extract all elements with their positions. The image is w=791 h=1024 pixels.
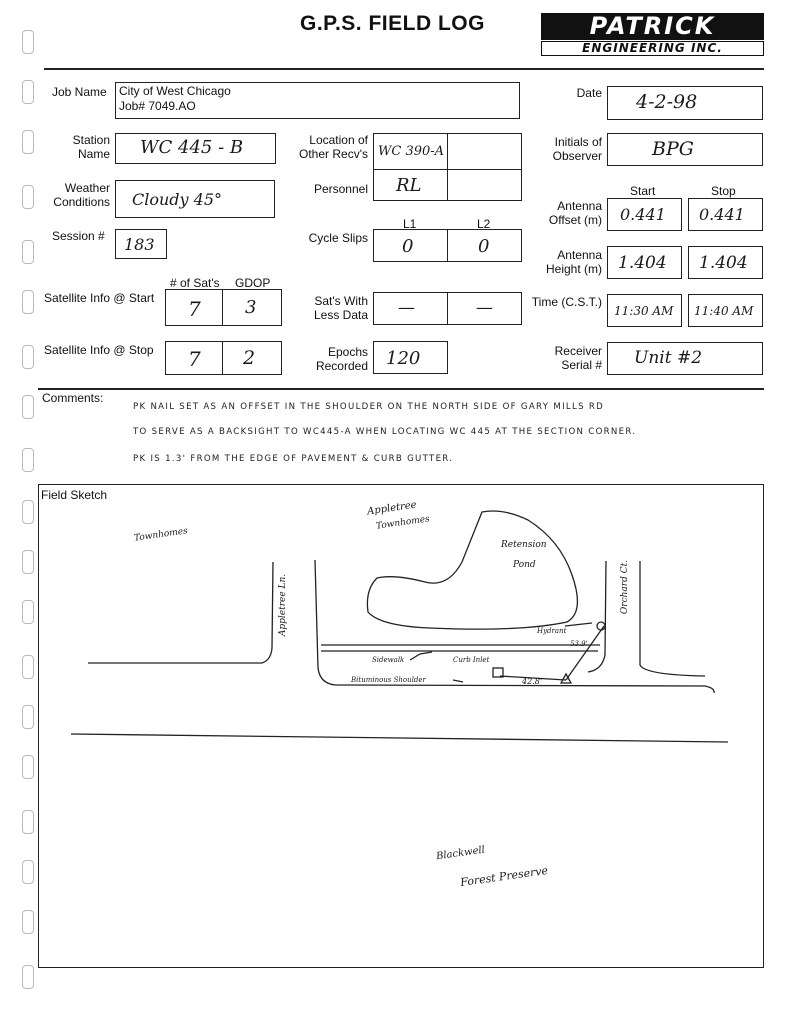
shoulder-arrow bbox=[453, 680, 463, 682]
page-title: G.P.S. FIELD LOG bbox=[300, 12, 485, 35]
sats-stop-value: 7 bbox=[188, 347, 201, 371]
personnel-label: Personnel bbox=[313, 182, 368, 196]
field-sketch-label: Field Sketch bbox=[41, 488, 108, 502]
antenna-offset-start-value: 0.441 bbox=[620, 205, 666, 224]
location-other-label: Location of Other Recv's bbox=[299, 133, 368, 161]
sketch-retension-2: Pond bbox=[513, 560, 536, 570]
time-stop-value: 11:40 AM bbox=[694, 304, 754, 318]
sketch-retension-1: Retension bbox=[501, 540, 547, 550]
stop-header: Stop bbox=[711, 184, 736, 198]
gdop-start-value: 3 bbox=[245, 297, 257, 318]
dist-539-arrow bbox=[566, 626, 604, 680]
comment-line: TO SERVE AS A BACKSIGHT TO WC445-A WHEN LOCATING WC 445 AT THE SECTION CORNER. bbox=[133, 427, 637, 437]
gdop-stop-value: 2 bbox=[243, 347, 256, 369]
sketch-dist-539: 53.9' bbox=[570, 640, 588, 648]
appletree-ln-west bbox=[315, 560, 336, 685]
retention-pond bbox=[367, 511, 577, 629]
time-start-value: 11:30 AM bbox=[614, 304, 674, 318]
antenna-offset-stop-value: 0.441 bbox=[699, 205, 745, 224]
logo-subtitle: ENGINEERING INC. bbox=[541, 41, 764, 56]
sketch-appletree-1: Appletree bbox=[366, 499, 418, 518]
job-name-label: Job Name bbox=[52, 85, 107, 99]
sketch-shoulder: Bituminous Shoulder bbox=[351, 676, 426, 684]
road-left bbox=[88, 562, 273, 663]
gdop-header: GDOP bbox=[235, 276, 271, 290]
sketch-curb-inlet: Curb Inlet bbox=[453, 656, 490, 664]
num-sats-header: # of Sat's bbox=[170, 276, 220, 290]
comment-line: PK IS 1.3' FROM THE EDGE OF PAVEMENT & CURB GUTTER. bbox=[133, 454, 454, 464]
cycle-slips-l1-value: 0 bbox=[402, 236, 414, 257]
sketch-hydrant: Hydrant bbox=[537, 627, 567, 635]
sketch-blackwell-1: Blackwell bbox=[435, 844, 486, 863]
sketch-sidewalk: Sidewalk bbox=[372, 656, 405, 664]
initials-label: Initials of Observer bbox=[552, 135, 602, 163]
sat-info-stop-label: Satellite Info @ Stop bbox=[44, 343, 154, 357]
date-label: Date bbox=[576, 86, 602, 100]
orchard-east bbox=[640, 561, 705, 676]
station-name-value: WC 445 - B bbox=[140, 137, 244, 158]
comments-label: Comments: bbox=[42, 391, 104, 405]
weather-label: Weather Conditions bbox=[53, 181, 110, 209]
antenna-height-stop-value: 1.404 bbox=[699, 253, 748, 273]
logo-wordmark: PATRICK bbox=[541, 13, 764, 40]
cycle-slips-label: Cycle Slips bbox=[308, 231, 368, 245]
antenna-offset-label: Antenna Offset (m) bbox=[548, 199, 602, 227]
sat-info-start-label: Satellite Info @ Start bbox=[44, 291, 155, 305]
sketch-appletree-2: Townhomes bbox=[375, 514, 431, 532]
receiver-serial-label: Receiver Serial # bbox=[554, 344, 602, 372]
sketch-blackwell-2: Forest Preserve bbox=[459, 863, 549, 890]
sketch-orchard-ct: Orchard Ct. bbox=[620, 559, 631, 615]
location-other-value: WC 390-A bbox=[378, 144, 445, 159]
l2-header: L2 bbox=[477, 217, 491, 231]
session-value: 183 bbox=[124, 235, 155, 254]
start-header: Start bbox=[630, 184, 656, 198]
sidewalk-arrow bbox=[410, 652, 432, 660]
sats-less-l1-value: — bbox=[398, 298, 415, 318]
job-name-line2: Job# 7049.AO bbox=[119, 99, 196, 113]
station-name-label-text: Station Name bbox=[72, 133, 110, 161]
sketch-dist-428: 42.8' bbox=[522, 677, 543, 686]
sats-start-value: 7 bbox=[188, 297, 201, 321]
sketch-appletree-ln: Appletree Ln. bbox=[278, 573, 289, 637]
sketch-townhomes: Townhomes bbox=[133, 526, 189, 544]
l1-header: L1 bbox=[403, 217, 417, 231]
weather-value: Cloudy 45° bbox=[132, 190, 223, 209]
personnel-value: RL bbox=[396, 175, 422, 196]
time-label: Time (C.S.T.) bbox=[531, 295, 602, 309]
gary-mills-north-edge bbox=[336, 685, 714, 693]
hydrant-arrow bbox=[565, 623, 592, 626]
cycle-slips-l2-value: 0 bbox=[478, 236, 490, 257]
antenna-height-label: Antenna Height (m) bbox=[545, 248, 602, 276]
epochs-label: Epochs Recorded bbox=[315, 345, 368, 373]
session-label: Session # bbox=[52, 229, 105, 243]
receiver-serial-value: Unit #2 bbox=[634, 348, 703, 368]
job-name-line1: City of West Chicago bbox=[119, 84, 231, 98]
antenna-height-start-value: 1.404 bbox=[618, 253, 667, 273]
comment-line: PK NAIL SET AS AN OFFSET IN THE SHOULDER ON THE NORTH SIDE OF GARY MILLS RD bbox=[133, 402, 605, 412]
epochs-value: 120 bbox=[386, 348, 421, 369]
date-value: 4-2-98 bbox=[636, 91, 698, 113]
sats-less-l2-value: — bbox=[476, 298, 493, 318]
initials-value: BPG bbox=[652, 138, 694, 160]
road-south bbox=[71, 734, 728, 742]
sats-less-label: Sat's With Less Data bbox=[313, 294, 368, 322]
orchard-west bbox=[588, 561, 606, 672]
